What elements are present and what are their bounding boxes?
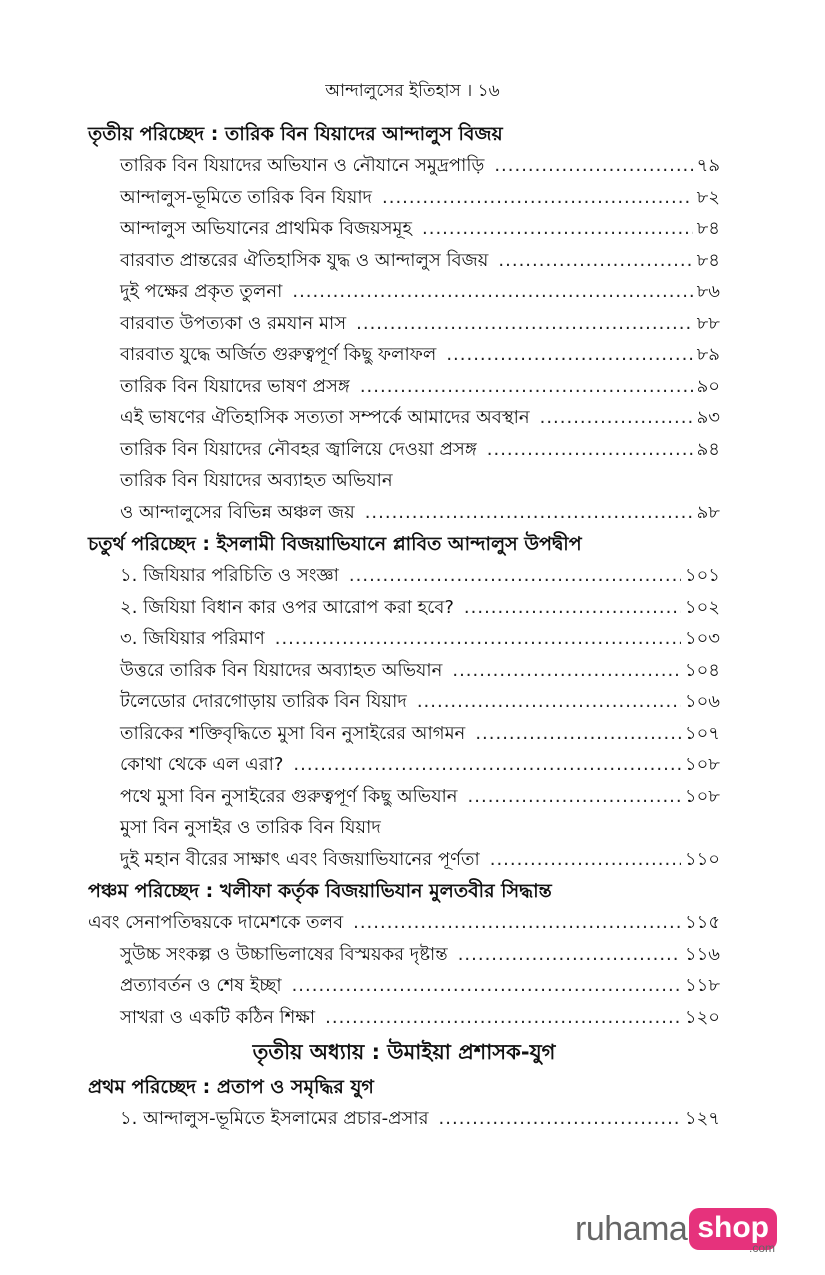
toc-entry-page: ১২৭ bbox=[684, 1108, 720, 1129]
toc-entry[interactable] bbox=[88, 623, 720, 655]
dot-leader bbox=[292, 970, 681, 1002]
toc-entry-page: ৮৮ bbox=[696, 312, 720, 334]
chapter-heading: পঞ্চম পরিচ্ছেদ : খলীফা কর্তৃক বিজয়াভিযান মুলতবীর সিদ্ধান্ত bbox=[88, 880, 552, 902]
toc-entry-title: উত্তরে তারিক বিন যিয়াদের অব্যাহত অভিযান bbox=[120, 659, 443, 681]
toc-entry-page: ১০৮ bbox=[684, 754, 720, 775]
part-3-chapter-1-entries bbox=[88, 1103, 720, 1135]
chapter-3-entries bbox=[88, 150, 720, 528]
toc-entry-page: ১১৬ bbox=[684, 943, 720, 965]
toc-entry-first-line[interactable]: মুসা বিন নুসাইর ও তারিক বিন যিয়াদ bbox=[120, 817, 381, 838]
toc-entry-first-line[interactable]: তারিক বিন যিয়াদের অব্যাহত অভিযান bbox=[120, 470, 393, 491]
dot-leader bbox=[494, 150, 692, 182]
toc-entry-page: ১০৪ bbox=[684, 659, 720, 681]
toc-entry-title: আন্দালুস অভিযানের প্রাথমিক বিজয়সমূহ bbox=[120, 218, 413, 239]
toc-entry-title: তারিকের শক্তিবৃদ্ধিতে মুসা বিন নুসাইরের আগমন bbox=[120, 722, 466, 744]
toc-entry[interactable] bbox=[88, 781, 720, 813]
toc-entry[interactable] bbox=[88, 560, 720, 592]
toc-entry-page: ৮৯ bbox=[696, 344, 720, 365]
logo-domain-suffix: .com bbox=[748, 1241, 775, 1255]
toc-entry-page: ১০৬ bbox=[684, 691, 720, 712]
toc-entry-page: ১০৭ bbox=[684, 722, 720, 744]
toc-entry-title: সুউচ্চ সংকল্প ও উচ্চাভিলাষের বিস্ময়কর দৃষ্টান্ত bbox=[120, 943, 448, 965]
toc-entry[interactable] bbox=[88, 213, 720, 245]
running-header: আন্দালুসের ইতিহাস । ১৬ bbox=[325, 81, 500, 101]
toc-entry-page: ১০৮ bbox=[684, 785, 720, 807]
dot-leader bbox=[498, 245, 692, 277]
logo-wordmark-ruhama: ruhama bbox=[575, 1209, 688, 1248]
chapter-4-entries bbox=[88, 560, 720, 875]
toc-entry-page: ১০১ bbox=[684, 565, 720, 586]
toc-entry-title: কোথা থেকে এল এরা? bbox=[120, 754, 284, 775]
toc-entry-title: বারবাত যুদ্ধে অর্জিত গুরুত্বপূর্ণ কিছু ফলাফল bbox=[120, 344, 437, 365]
toc-entry-title: দুই পক্ষের প্রকৃত তুলনা bbox=[120, 281, 283, 302]
toc-entry[interactable] bbox=[88, 434, 720, 466]
toc-entry-page: ৮২ bbox=[696, 186, 720, 208]
toc-entry[interactable] bbox=[88, 276, 720, 308]
toc-entry-title: সাখরা ও একটি কঠিন শিক্ষা bbox=[120, 1006, 316, 1028]
dot-leader bbox=[475, 718, 681, 750]
toc-entry[interactable] bbox=[88, 1002, 720, 1034]
chapter-heading: প্রথম পরিচ্ছেদ : প্রতাপ ও সমৃদ্ধির যুগ bbox=[88, 1076, 374, 1098]
dot-leader bbox=[464, 592, 681, 624]
toc-entry-title: ২. জিযিয়া বিধান কার ওপর আরোপ করা হবে? bbox=[120, 596, 454, 618]
toc-entry[interactable] bbox=[88, 371, 720, 403]
dot-leader bbox=[468, 781, 681, 813]
toc-entry-title: আন্দালুস-ভূমিতে তারিক বিন যিয়াদ bbox=[120, 186, 372, 208]
toc-entry[interactable] bbox=[88, 339, 720, 371]
toc-entry-title: ৩. জিযিয়ার পরিমাণ bbox=[120, 628, 265, 649]
toc-entry-page: ১০২ bbox=[684, 596, 720, 618]
dot-leader bbox=[452, 655, 681, 687]
toc-entry-page: ১২০ bbox=[684, 1006, 720, 1028]
toc-entry-title: তারিক বিন যিয়াদের নৌবহর জ্বালিয়ে দেওয়া প্রসঙ্গ bbox=[120, 438, 477, 460]
chapter-heading: তৃতীয় পরিচ্ছেদ : তারিক বিন যিয়াদের আন্দালুস বিজয় bbox=[88, 123, 503, 145]
table-of-contents bbox=[88, 118, 720, 1135]
dot-leader bbox=[275, 623, 681, 655]
toc-entry[interactable] bbox=[88, 1103, 720, 1135]
toc-entry-page: ১০৩ bbox=[684, 628, 720, 649]
toc-entry[interactable] bbox=[88, 718, 720, 750]
dot-leader bbox=[365, 497, 693, 529]
toc-entry-title: পথে মুসা বিন নুসাইরের গুরুত্বপূর্ণ কিছু অভিযান bbox=[120, 785, 458, 807]
toc-entry[interactable] bbox=[88, 939, 720, 971]
toc-entry-title: টলেডোর দোরগোড়ায় তারিক বিন যিয়াদ bbox=[120, 691, 407, 712]
toc-entry-title: বারবাত প্রান্তরের ঐতিহাসিক যুদ্ধ ও আন্দালুস বিজয় bbox=[120, 249, 489, 271]
dot-leader bbox=[293, 749, 681, 781]
toc-entry-page: ১১৮ bbox=[684, 975, 720, 996]
toc-entry-title: ১. জিযিয়ার পরিচিতি ও সংজ্ঞা bbox=[120, 565, 339, 586]
dot-leader bbox=[540, 402, 693, 434]
toc-entry-page: ৯৪ bbox=[696, 438, 720, 460]
toc-entry-page: ৯০ bbox=[696, 375, 720, 397]
dot-leader bbox=[325, 1002, 681, 1034]
toc-entry-page: ৮৪ bbox=[696, 249, 720, 271]
logo-wordmark-shop: shop bbox=[697, 1211, 769, 1244]
dot-leader bbox=[487, 434, 693, 466]
toc-entry[interactable] bbox=[88, 907, 720, 939]
toc-entry[interactable] bbox=[88, 844, 720, 876]
toc-entry-title: বারবাত উপত্যকা ও রমযান মাস bbox=[120, 312, 347, 334]
toc-entry-page: ১১০ bbox=[684, 848, 720, 870]
chapter-heading: চতুর্থ পরিচ্ছেদ : ইসলামী বিজয়াভিযানে প্লাবিত আন্দালুস উপদ্বীপ bbox=[88, 533, 582, 555]
toc-entry[interactable] bbox=[88, 497, 720, 529]
dot-leader bbox=[292, 276, 692, 308]
toc-entry-page: ৯৩ bbox=[696, 407, 720, 428]
toc-entry-title: ও আন্দালুসের বিভিন্ন অঞ্চল জয় bbox=[120, 501, 355, 523]
toc-entry[interactable] bbox=[88, 245, 720, 277]
toc-entry-title: তারিক বিন যিয়াদের ভাষণ প্রসঙ্গ bbox=[120, 375, 350, 397]
dot-leader bbox=[417, 686, 681, 718]
dot-leader bbox=[446, 339, 692, 371]
toc-entry-title: প্রত্যাবর্তন ও শেষ ইচ্ছা bbox=[120, 975, 282, 996]
chapter-5-entries bbox=[88, 907, 720, 1033]
toc-entry-title: তারিক বিন যিয়াদের অভিযান ও নৌযানে সমুদ্রপাড়ি bbox=[120, 155, 485, 176]
toc-entry[interactable] bbox=[88, 402, 720, 434]
toc-entry[interactable] bbox=[88, 749, 720, 781]
toc-entry[interactable] bbox=[88, 308, 720, 340]
dot-leader bbox=[353, 907, 681, 939]
toc-entry-page: ৭৯ bbox=[696, 155, 720, 176]
dot-leader bbox=[349, 560, 681, 592]
part-heading: তৃতীয় অধ্যায় : উমাইয়া প্রশাসক-যুগ bbox=[252, 1040, 556, 1064]
ruhamashop-logo bbox=[575, 1208, 777, 1255]
dot-leader bbox=[439, 1103, 681, 1135]
toc-entry-title: এই ভাষণের ঐতিহাসিক সত্যতা সম্পর্কে আমাদের অবস্থান bbox=[120, 407, 530, 428]
dot-leader bbox=[490, 844, 681, 876]
dot-leader bbox=[360, 371, 693, 403]
toc-entry-page: ৯৮ bbox=[696, 501, 720, 523]
toc-entry[interactable] bbox=[88, 970, 720, 1002]
dot-leader bbox=[458, 939, 681, 971]
toc-entry-page: ৮৪ bbox=[696, 218, 720, 239]
toc-entry[interactable] bbox=[88, 592, 720, 624]
dot-leader bbox=[356, 308, 692, 340]
toc-entry-title: ১. আন্দালুস-ভূমিতে ইসলামের প্রচার-প্রসার bbox=[120, 1108, 429, 1129]
logo-shop-badge bbox=[689, 1208, 777, 1255]
dot-leader bbox=[382, 182, 693, 214]
toc-entry[interactable] bbox=[88, 686, 720, 718]
toc-entry-page: ১১৫ bbox=[684, 912, 720, 933]
toc-entry[interactable] bbox=[88, 150, 720, 182]
toc-entry-page: ৮৬ bbox=[696, 281, 720, 302]
toc-entry-title: এবং সেনাপতিদ্বয়কে দামেশকে তলব bbox=[88, 912, 344, 933]
toc-entry-title: দুই মহান বীরের সাক্ষাৎ এবং বিজয়াভিযানের পূর্ণতা bbox=[120, 848, 480, 870]
toc-entry[interactable] bbox=[88, 655, 720, 687]
toc-entry[interactable] bbox=[88, 182, 720, 214]
dot-leader bbox=[422, 213, 693, 245]
